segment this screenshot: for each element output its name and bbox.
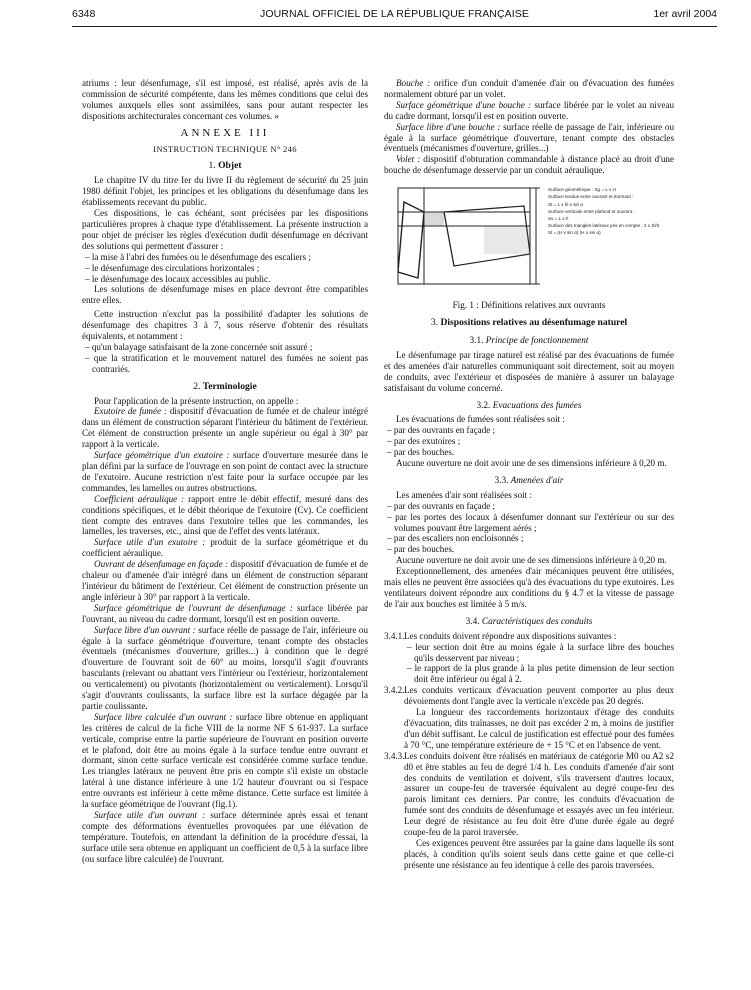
definition: [82, 712, 368, 810]
list-item: – le désenfumage des circulations horizontales ;: [82, 263, 368, 274]
section-number: 3.: [430, 317, 439, 329]
definition-text: dispositif d'obturation commandable à distance placé au droit d'une bouche de désenfumage desservie par un conduit aéraulique.: [384, 154, 674, 176]
section-title: Dispositions relatives au désenfumage naturel: [440, 317, 628, 329]
subsection-heading: [384, 617, 674, 628]
definition: [82, 537, 368, 559]
bullet-list: [82, 252, 368, 285]
definition: [384, 78, 674, 100]
definition-text: surface réelle de passage de l'air, inférieure ou égale à la surface géométrique d'ouverture, tenant compte des obstacles éventuels (mécanismes d'ouverture, grilles...): [384, 121, 674, 154]
definition-term: Ouvrant de désenfumage en façade :: [94, 559, 228, 570]
list-item: – par des exutoires ;: [384, 436, 674, 447]
subsection-number: 3.3.: [494, 475, 509, 486]
list-item: – leur section doit être au moins égale à la surface libre des bouches qu'ils desservent par niveau ;: [404, 642, 674, 664]
section-number: 1.: [208, 160, 216, 172]
list-item: – par des escaliers non encloisonnés ;: [384, 533, 674, 544]
definition-term: Surface géométrique de l'ouvrant de désenfumage :: [94, 602, 293, 613]
paragraph: Les évacuations de fumées sont réalisées soit :: [396, 414, 565, 425]
bullet-list: [384, 425, 674, 458]
definition-term: Coefficient aéraulique :: [94, 493, 185, 504]
subsection-title: Principe de fonctionnement: [485, 335, 589, 346]
definition-term: Surface utile d'un exutoire :: [94, 537, 206, 548]
subsection-heading: [384, 336, 674, 347]
list-item: – le désenfumage des locaux accessibles au public.: [82, 274, 368, 285]
figure-ouvrant: [384, 182, 674, 296]
list-item: – que la stratification et le mouvement naturel des fumées ne soient pas contrariés.: [82, 353, 368, 375]
definition-text: surface libre obtenue en appliquant les critères de calcul de la fiche VIII de la norme NF S 61-937. La surface verticale, comprise entre la partie supérieure de l'ouvrant en position ouverte et le plafond, doit être au moins égale à la surface tendue entre ouvrant et dormant, sinon cette surface verticale est considérée comme surface tendue. Les triangles latéraux ne peuvent être pris en compte s'il existe un obstacle latéral à une distance inférieure à une 1/2 hauteur d'ouvrant ou si l'espace entre ouvrants est inférieur à cette même distance. Cette surface est limitée à la surface géométrique de l'ouvrant (fig.1).: [82, 711, 368, 810]
definition-term: Volet :: [396, 154, 421, 165]
paragraph: Ces dispositions, le cas échéant, sont précisées par les dispositions particulières propres à chaque type d'établissement. La présente instruction a pour objet de préciser les règles d'exécution dudit désenfumage en décrivant des solutions qui permettent d'assurer :: [82, 208, 368, 251]
instruction-title: INSTRUCTION TECHNIQUE N° 246: [153, 143, 297, 154]
paragraph: Les conduits verticaux d'évacuation peuvent comporter au plus deux dévoiements dont l'angle avec la verticale n'excède pas 20 degrés.: [404, 685, 674, 707]
definition: [82, 494, 368, 538]
definition-term: Surface libre calculée d'un ouvrant :: [94, 711, 233, 722]
paragraph: Les conduits doivent répondre aux dispositions suivantes :: [404, 630, 617, 641]
definition-term: Surface utile d'un ouvrant :: [94, 810, 206, 820]
list-item: – qu'un balayage satisfaisant de la zone concernée soit assuré ;: [82, 342, 368, 353]
definition-text: orifice d'un conduit d'amenée d'air ou d'évacuation des fumées normalement obturé par un volet.: [384, 78, 674, 99]
list-item: – la mise à l'abri des fumées ou le désenfumage des escaliers ;: [82, 252, 368, 263]
list-item: – par des ouvrants en façade ;: [384, 425, 674, 436]
numbered-item: [384, 751, 674, 871]
legend-line: Surface géométrique : Sg = L x H: [548, 187, 616, 193]
section-title: Objet: [218, 160, 242, 172]
legend-line: Sv = L x h: [548, 215, 569, 221]
bullet-list: [82, 342, 368, 375]
legend-line: St = L x hl x sin α: [548, 201, 584, 207]
subsection-number: 3.4.: [465, 616, 480, 627]
definition-text: surface libérée par l'ouvrant, au niveau du cadre dormant, lorsqu'il est en position ouverte.: [82, 602, 369, 624]
item-number: 3.4.3.: [384, 750, 405, 761]
definition: [82, 406, 368, 450]
subsection-title: Caractéristiques des conduits: [481, 616, 593, 627]
definition-text: dispositif d'évacuation de fumée et de chaleur ou d'amenée d'air intégré dans un élément de construction séparant l'intérieur du bâtiment de l'extérieur. Cet élément de construction présente un angle inférieur à 30° par rapport à la verticale.: [82, 559, 369, 602]
bullet-list: [384, 501, 674, 556]
definition: [82, 559, 368, 603]
paragraph: Les amenées d'air sont réalisées soit :: [396, 489, 532, 500]
sash-left: [398, 202, 424, 278]
list-item: – le rapport de la plus grande à la plus petite dimension de leur section doit être inférieur ou égal à 2.: [404, 663, 674, 685]
paragraph: Le désenfumage par tirage naturel est réalisé par des évacuations de fumée et des amenées d'air naturelles communiquant soit directement, soit au moyen de conduits, avec l'extérieur et disposées de manière à assurer un balayage satisfaisant du volume concerné.: [384, 349, 674, 393]
legend-line: Sl = (H x sin α) (H x sin α): [548, 230, 601, 236]
definition-term: Surface géométrique d'un exutoire :: [94, 450, 230, 461]
section-title: Terminologie: [202, 380, 257, 392]
paragraph: Pour l'application de la présente instruction, on appelle :: [94, 395, 299, 406]
definition-text: surface déterminée après essai et tenant compte des déformations éventuelles provoquées par une élévation de température. Toutefois, en attendant la définition de la procédure d'essai, la surface utile sera obtenue en appliquant un coefficient de 0,5 à la surface libre (ou surface libre calculée) de l'ouvrant.: [82, 810, 368, 864]
definition-text: surface d'ouverture mesurée dans le plan défini par la surface de l'ouvrage en son point de contact avec la structure de l'exutoire. Aucune restriction n'est faite pour la surface occupée par les commandes, les lamelles ou autres obstructions.: [82, 450, 368, 493]
definition: [384, 100, 674, 122]
paragraph: La longueur des raccordements horizontaux d'étage des conduits d'évacuation, dits traînasses, ne doit pas excéder 2 m, à moins de justifier d'un débit suffisant. Le calcul de justification est effectué pour des fumées à 70 °C, une température extérieure de + 15 °C et en l'absence de vent.: [404, 707, 674, 750]
left-column: [82, 78, 368, 865]
definition-text: surface libérée par le volet au niveau du cadre dormant, lorsqu'il est en position ouverte.: [384, 99, 674, 121]
list-item: – par les portes des locaux à désenfumer donnant sur l'extérieur ou sur des volumes pouvant être largement aérés ;: [384, 512, 674, 534]
item-number: 3.4.2.: [384, 685, 405, 696]
paragraph: Les conduits doivent être réalisés en matériaux de catégorie M0 ou A2 s2 d0 et être stables au feu de degré 1/4 h. Les conduits d'amenée d'air sont des conduits de ventilation et doivent, s'ils traversent d'autres locaux, assurer un coupe-feu de traversée équivalent au degré coupe-feu des parois limitant ces derniers. Par contre, les conduits d'évacuation de fumée sont des conduits de désenfumage et essayés avec un feu intérieur. Leur degré de résistance au feu doit être d'une durée égale au degré coupe-feu de la paroi traversée.: [404, 750, 674, 838]
subsection-title: Evacuations des fumées: [492, 400, 582, 411]
annex-title: ANNEXE III: [180, 126, 270, 139]
paragraph: Ces exigences peuvent être assurées par la gaine dans laquelle ils sont placés, à condition qu'ils soient seuls dans cette gaine et que celle-ci présente une résistance au feu identique à celle des parois traversées.: [404, 837, 674, 870]
page-header: [72, 8, 717, 22]
item-number: 3.4.1.: [384, 630, 405, 641]
definition-text: surface réelle de passage de l'air, inférieure ou égale à la surface géométrique d'ouverture, tenant compte des obstacles éventuels (mécanismes d'ouverture, grilles...) à condition que le degré d'ouverture de l'ouvrant soit de 60° au moins, lorsqu'il s'agit d'ouvrants basculants (relevant ou abattant vers l'intérieur ou l'extérieur, horizontalement ou verticalement) ou pivotants (horizontalement ou verticalement). Lorsqu'il s'agit d'ouvrants coulissants, la surface libre est la surface dégagée par la partie coulissante.: [82, 624, 368, 711]
paragraph: Exceptionnellement, des amenées d'air mécaniques peuvent être utilisées, mais elles ne peuvent être associées qu'à des évacuations du type exutoires. Les ventilateurs doivent répondre aux conditions du § 4.7 et la vitesse de passage de l'air aux bouches est limitée à 5 m/s.: [384, 566, 674, 609]
section-heading: [82, 161, 368, 172]
paragraph: Aucune ouverture ne doit avoir une de ses dimensions inférieure à 0,20 m.: [396, 555, 667, 566]
subsection-number: 3.2.: [476, 400, 491, 411]
numbered-item: [384, 631, 674, 686]
definition: [384, 154, 674, 176]
definition-term: Surface libre d'un ouvrant :: [94, 624, 196, 635]
list-item: – par des bouches.: [384, 447, 674, 458]
right-column: [384, 78, 674, 871]
header-rule: [72, 26, 717, 27]
definition: [384, 122, 674, 155]
definition: [82, 810, 368, 865]
section-number: 2.: [193, 380, 201, 392]
definition-term: Exutoire de fumée :: [94, 406, 167, 417]
list-item: – par des bouches.: [384, 544, 674, 555]
subsection-number: 3.1.: [469, 335, 484, 346]
section-heading: [384, 318, 674, 329]
numbered-item: [384, 685, 674, 750]
legend-line: Surface tendue entre ouvrant et dormant :: [548, 194, 634, 200]
section-heading: [82, 382, 368, 393]
definition-term: Bouche :: [396, 78, 431, 88]
figure-caption: Fig. 1 : Définitions relatives aux ouvrants: [452, 300, 606, 311]
list-item: – par des ouvrants en façade ;: [384, 501, 674, 512]
definition-text: dispositif d'évacuation de fumée et de chaleur intégré dans un élément de construction séparant l'intérieur du bâtiment de l'extérieur. Cet élément de construction présente un angle supérieur ou égal à 30° par rapport à la verticale.: [82, 406, 368, 450]
intro-paragraph: atriums : leur désenfumage, s'il est imposé, est réalisé, après avis de la commission de sécurité compétente, dans les mêmes conditions que celui des volumes auxquels elles sont assimilées, sans pour autant respecter les dispositions architecturales concernant ces volumes. »: [82, 78, 368, 121]
paragraph: Aucune ouverture ne doit avoir une de ses dimensions inférieure à 0,20 m.: [396, 458, 667, 469]
figure-legend: [548, 186, 674, 236]
definition: [82, 603, 368, 625]
definition-term: Surface libre d'une bouche :: [396, 121, 501, 132]
paragraph: Les solutions de désenfumage mises en place devront être compatibles entre elles.: [82, 284, 368, 306]
legend-line: Surface verticale entre plafond et ouvrant :: [548, 208, 635, 214]
definition: [82, 625, 368, 712]
definition-term: Surface géométrique d'une bouche :: [396, 99, 532, 110]
journal-title: JOURNAL OFFICIEL DE LA RÉPUBLIQUE FRANÇAISE: [260, 8, 529, 20]
publication-date: 1er avril 2004: [653, 8, 717, 20]
paragraph: Le chapitre IV du titre Ier du livre II du règlement de sécurité du 25 juin 1980 définit l'objet, les principes et les obligations du désenfumage dans les établissements recevant du public.: [82, 175, 368, 208]
subsection-heading: [384, 476, 674, 487]
subsection-heading: [384, 401, 674, 412]
legend-line: Surface des triangles latéraux pris en compte : 2 x Sl/2: [548, 223, 660, 229]
page-number: 6348: [72, 8, 96, 20]
definition-text: rapport entre le débit effectif, mesuré dans des conditions spécifiques, et le débit théorique de l'exutoire (Cv). Ce coefficient tient compte des entraves dans l'exutoire telles que les commandes, les lamelles, les traverses, etc., ainsi que de l'effet des vents latéraux.: [82, 493, 369, 537]
definition-text: produit de la surface géométrique et du coefficient aéraulique.: [82, 537, 369, 559]
bullet-list: [404, 642, 674, 686]
definition: [82, 450, 368, 494]
subsection-title: Amenées d'air: [510, 475, 564, 486]
paragraph: Cette instruction n'exclut pas la possibilité d'adapter les solutions de désenfumage des chapitres 3 à 7, sous réserve d'obtenir des résultats équivalents, et notamment :: [82, 309, 368, 342]
